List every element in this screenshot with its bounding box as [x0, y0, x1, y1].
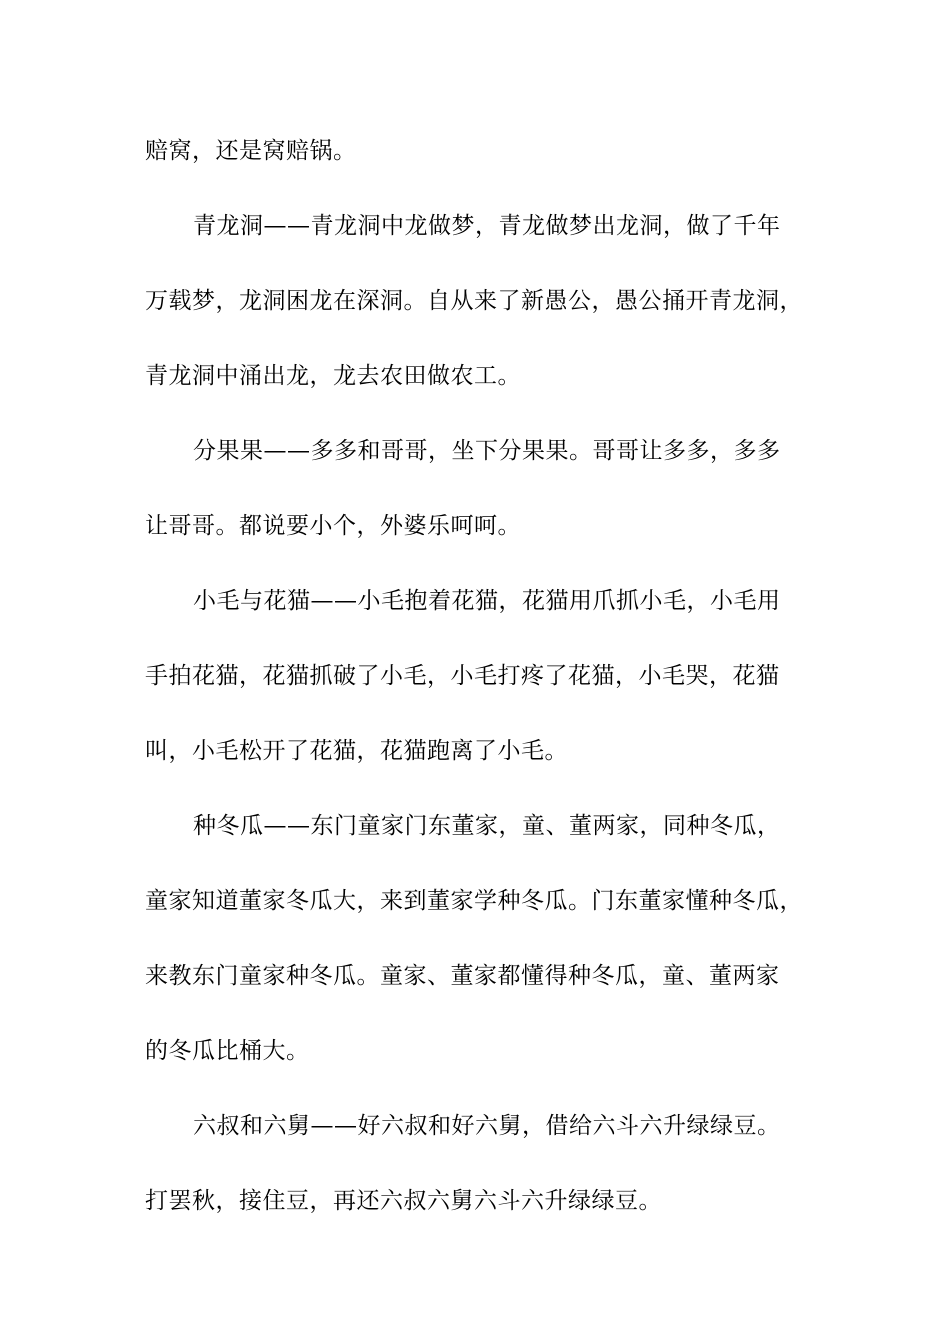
paragraph-fenguoguo: 分果果——多多和哥哥，坐下分果果。哥哥让多多，多多	[193, 438, 781, 464]
text-line: 手拍花猫，花猫抓破了小毛，小毛打疼了花猫，小毛哭，花猫	[145, 663, 780, 689]
text-line: 万载梦，龙洞困龙在深洞。自从来了新愚公，愚公捅开青龙洞，	[145, 288, 803, 314]
paragraph-zhongdonggua: 种冬瓜——东门童家门东董家，童、董两家，同种冬瓜，	[193, 813, 781, 839]
text-line: 童家知道董家冬瓜大，来到董家学种冬瓜。门东董家懂种冬瓜，	[145, 888, 803, 914]
text-line: 叫，小毛松开了花猫，花猫跑离了小毛。	[145, 738, 568, 764]
paragraph-qinglongdong: 青龙洞——青龙洞中龙做梦，青龙做梦出龙洞，做了千年	[193, 213, 781, 239]
paragraph-xiaomao-huamao: 小毛与花猫——小毛抱着花猫，花猫用爪抓小毛，小毛用	[193, 588, 781, 614]
text-line: 来教东门童家种冬瓜。童家、董家都懂得种冬瓜，童、董两家	[145, 963, 780, 989]
text-line: 的冬瓜比桶大。	[145, 1038, 310, 1064]
text-line: 青龙洞中涌出龙，龙去农田做农工。	[145, 363, 521, 389]
text-line: 打罢秋，接住豆，再还六叔六舅六斗六升绿绿豆。	[145, 1188, 662, 1214]
text-line: 让哥哥。都说要小个，外婆乐呵呵。	[145, 513, 521, 539]
text-line: 赔窝，还是窝赔锅。	[145, 138, 357, 164]
paragraph-liushu-liujiu: 六叔和六舅——好六叔和好六舅，借给六斗六升绿绿豆。	[193, 1113, 781, 1139]
